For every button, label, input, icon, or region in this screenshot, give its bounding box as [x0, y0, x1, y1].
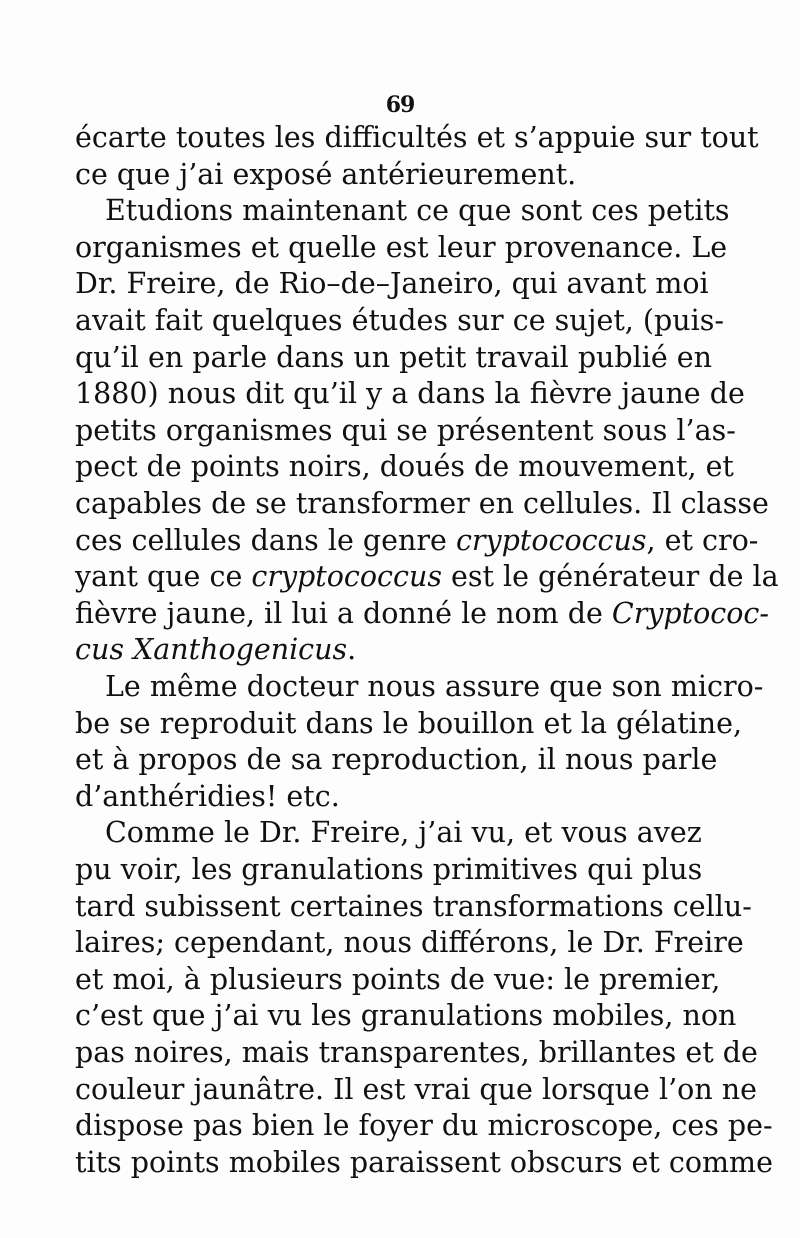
text-line [75, 264, 709, 304]
text-line [75, 411, 736, 451]
text-segment: couleur jaunâtre. Il est vrai que lorsque l’on ne [75, 1072, 757, 1106]
text-segment: tits points mobiles paraissent obscurs et comme [75, 1145, 773, 1179]
text-line [75, 667, 764, 707]
text-segment: 1880) nous dit qu’il y a dans la fièvre jaune de [75, 377, 745, 411]
text-segment: petits organismes qui se présentent sous l’as- [75, 413, 736, 447]
text-segment: pas noires, mais transparentes, brillantes et de [75, 1036, 758, 1069]
text-line [75, 1070, 757, 1110]
text-segment: Etudions maintenant ce que sont ces petits [105, 194, 730, 228]
text-line [75, 447, 734, 487]
text-line [75, 228, 728, 268]
text-segment: qu’il en parle dans un petit travail publié en [75, 340, 713, 374]
text-segment: écarte toutes les difficultés et s’appuie sur tout [75, 121, 759, 154]
text-segment: ce que j’ai exposé antérieurement. [75, 157, 577, 191]
text-line [75, 484, 769, 524]
text-segment: pu voir, les granulations primitives qui plus [75, 853, 703, 886]
text-segment: fièvre jaune, il lui a donné le nom de [75, 596, 612, 630]
italic-text: cus Xanthogenicus [75, 633, 348, 667]
text-line [75, 887, 752, 927]
text-line [75, 740, 718, 780]
text-line [75, 923, 744, 963]
text-segment: ces cellules dans le genre [75, 523, 456, 557]
text-line [75, 521, 759, 561]
text-line [75, 960, 721, 1000]
text-segment: et moi, à plusieurs points de vue: le premier, [75, 962, 721, 996]
text-line [75, 557, 779, 597]
text-line [75, 850, 703, 890]
text-segment: pect de points noirs, doués de mouvement, et [75, 450, 734, 484]
text-segment: c’est que j’ai vu les granulations mobiles, non [75, 999, 737, 1033]
text-line [75, 704, 743, 744]
text-segment: yant que ce [75, 560, 252, 594]
text-segment: d’anthéridies! etc. [75, 779, 340, 813]
italic-text: cryptococcus [455, 523, 647, 557]
text-line [75, 191, 730, 231]
text-segment: capables de se transformer en cellules. Il classe [75, 487, 769, 520]
text-line [75, 630, 697, 670]
text-line [75, 594, 769, 634]
italic-text: Cryptococ- [611, 596, 769, 630]
text-segment: . [347, 633, 357, 667]
text-segment: Dr. Freire, de Rio–de–Janeiro, qui avant moi [75, 267, 709, 301]
italic-text: cryptococcus [251, 560, 442, 594]
text-segment: be se reproduit dans le bouillon et la gélatine, [75, 706, 743, 740]
text-segment: Le même docteur nous assure que son micro- [105, 670, 764, 703]
text-line [75, 1143, 773, 1183]
text-segment: tard subissent certaines transformations cellu- [75, 889, 752, 923]
text-segment: , et cro- [646, 523, 759, 557]
text-segment: dispose pas bien le foyer du microscope, ces pe- [75, 1109, 773, 1143]
text-segment: Comme le Dr. Freire, j’ai vu, et vous avez [105, 816, 702, 850]
text-line [75, 118, 759, 158]
text-segment: et à propos de sa reproduction, il nous parle [75, 743, 718, 777]
page-number: 69 [385, 92, 415, 118]
text-line [75, 1033, 758, 1073]
text-line [75, 301, 724, 341]
text-line [75, 338, 713, 378]
text-line [75, 374, 745, 414]
text-segment: organismes et quelle est leur provenance. Le [75, 230, 728, 264]
text-line [75, 813, 702, 853]
text-line [75, 1106, 773, 1146]
text-line [75, 996, 737, 1036]
text-line [75, 777, 697, 817]
text-segment: avait fait quelques études sur ce sujet, (puis- [75, 304, 724, 337]
text-line [75, 155, 697, 195]
text-segment: est le générateur de la [441, 560, 779, 594]
text-segment: laires; cependant, nous différons, le Dr. Freire [75, 926, 744, 960]
